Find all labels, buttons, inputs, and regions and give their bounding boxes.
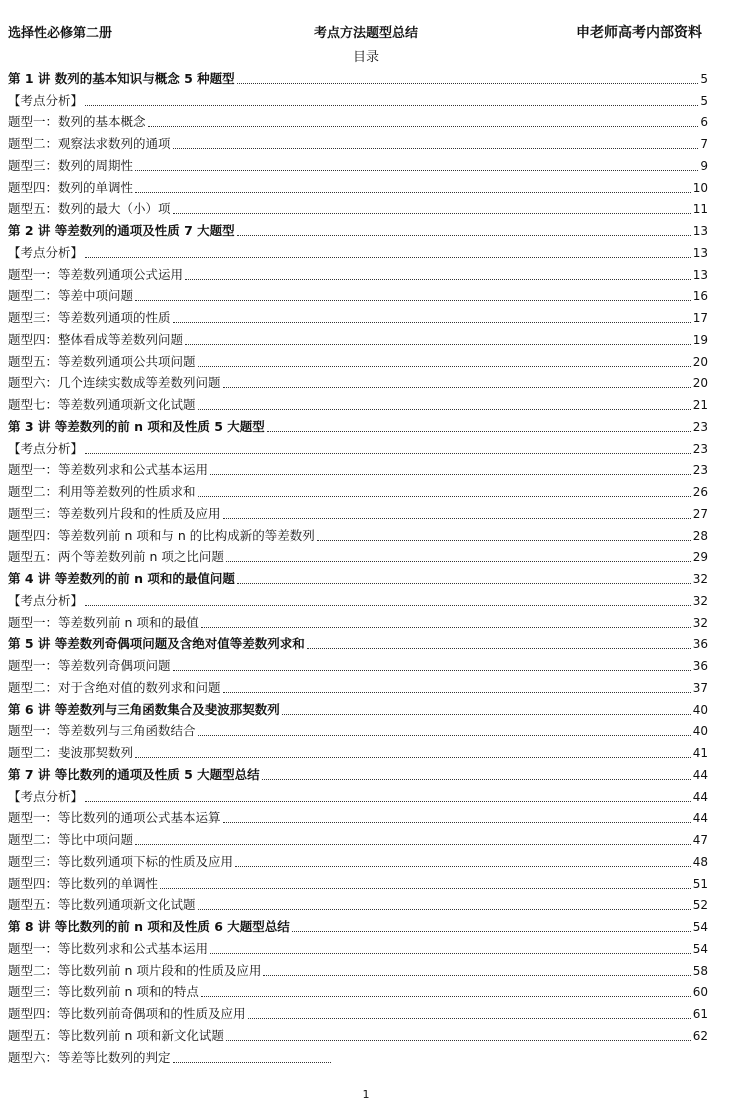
dot-leader — [185, 343, 691, 345]
toc-entry-title: 第 5 讲 等差数列奇偶项问题及含绝对值等差数列求和 — [8, 636, 305, 652]
toc-entry[interactable] — [8, 653, 708, 675]
dot-leader — [307, 647, 691, 649]
dot-leader — [210, 473, 691, 475]
toc-entry[interactable] — [8, 1023, 708, 1045]
toc-entry[interactable] — [8, 479, 708, 501]
toc-entry-title: 题型五：数列的最大（小）项 — [8, 201, 171, 217]
toc-entry-title: 题型二：对于含绝对值的数列求和问题 — [8, 679, 221, 695]
dot-leader — [135, 169, 698, 171]
dot-leader — [198, 365, 691, 367]
toc-entry-page: 52 — [692, 898, 708, 913]
dot-leader — [226, 560, 691, 562]
toc-entry[interactable] — [8, 327, 708, 349]
toc-entry-page: 16 — [692, 289, 708, 304]
toc-entry-page: 36 — [692, 637, 708, 652]
toc-entry-title: 题型五：等比数列通项新文化试题 — [8, 897, 196, 913]
header-doc-title: 考点方法题型总结 — [313, 26, 418, 41]
dot-leader — [201, 995, 691, 997]
dot-leader — [198, 408, 691, 410]
toc-entry-page: 44 — [692, 767, 708, 782]
toc-entry[interactable] — [8, 262, 708, 284]
dot-leader — [235, 865, 691, 867]
toc-entry-page: 47 — [692, 833, 708, 847]
dot-leader — [292, 930, 691, 932]
toc-entry[interactable] — [8, 523, 708, 545]
toc-entry[interactable] — [8, 871, 708, 893]
toc-entry[interactable] — [8, 806, 708, 828]
dot-leader — [173, 321, 691, 323]
toc-entry-page: 27 — [692, 506, 708, 521]
toc-entry-page: 20 — [692, 354, 708, 369]
toc-entry[interactable] — [8, 153, 708, 175]
dot-leader — [85, 256, 691, 258]
toc-entry-title: 题型七：等差数列通项新文化试题 — [8, 397, 196, 412]
toc-entry[interactable] — [8, 675, 708, 697]
dot-leader — [160, 887, 691, 889]
toc-entry-title: 第 7 讲 等比数列的通项及性质 5 大题型总结 — [8, 766, 260, 782]
toc-entry-page: 41 — [692, 746, 708, 760]
toc-entry[interactable] — [8, 110, 708, 132]
toc-entry-title: 题型三：等差数列通项的性质 — [8, 310, 171, 325]
toc-entry-title: 题型四：等比数列的单调性 — [8, 875, 159, 891]
toc-entry-page: 5 — [700, 93, 708, 108]
toc-entry-title: 题型一：等差数列与三角函数结合 — [8, 723, 196, 739]
toc-entry-page: 32 — [692, 572, 708, 586]
toc-entry[interactable] — [8, 392, 708, 414]
toc-entry-page: 13 — [692, 224, 708, 238]
toc-chapter-entry[interactable] — [8, 697, 708, 719]
toc-entry-title: 第 4 讲 等差数列的前 n 项和的最值问题 — [8, 571, 235, 586]
toc-entry-page: 29 — [692, 550, 708, 565]
dot-leader — [85, 800, 691, 802]
toc-entry-title: 题型二：斐波那契数列 — [8, 745, 134, 760]
toc-entry-page: 17 — [692, 311, 708, 325]
toc-entry-page: 61 — [692, 1007, 708, 1021]
toc-entry-title: 题型六：等差等比数列的判定 — [8, 1049, 171, 1065]
toc-entry[interactable] — [8, 436, 708, 458]
dot-leader — [135, 843, 691, 845]
dot-leader — [85, 604, 691, 606]
toc-entry-page: 44 — [692, 789, 708, 804]
toc-entry[interactable] — [8, 610, 708, 632]
toc-entry[interactable] — [8, 545, 708, 567]
toc-entry-title: 题型二：观察法求数列的通项 — [8, 136, 171, 151]
table-of-contents — [8, 66, 708, 1067]
dot-leader — [226, 1039, 691, 1041]
toc-chapter-entry[interactable] — [8, 566, 708, 588]
toc-entry-title: 【考点分析】 — [8, 440, 84, 456]
toc-entry-page: 26 — [692, 485, 708, 499]
dot-leader — [248, 1017, 691, 1019]
toc-entry-page: 10 — [692, 180, 708, 195]
toc-entry-title: 第 2 讲 等差数列的通项及性质 7 大题型 — [8, 223, 235, 238]
toc-entry-page: 23 — [692, 419, 708, 434]
toc-entry-title: 第 1 讲 数列的基本知识与概念 5 种题型 — [8, 70, 235, 86]
toc-entry-page: 40 — [692, 724, 708, 739]
dot-leader — [198, 734, 691, 736]
toc-entry-title: 题型二：等比中项问题 — [8, 832, 134, 847]
dot-leader — [198, 908, 691, 910]
toc-entry-page: 6 — [700, 115, 708, 130]
toc-entry-page: 32 — [692, 593, 708, 608]
toc-entry-page: 7 — [700, 137, 708, 151]
header-book-title: 选择性必修第二册 — [8, 26, 113, 41]
toc-entry-page: 5 — [700, 71, 708, 86]
toc-entry[interactable] — [8, 88, 708, 110]
toc-entry-page: 60 — [692, 985, 708, 1000]
toc-entry[interactable] — [8, 893, 708, 915]
toc-entry-page: 23 — [692, 441, 708, 456]
toc-entry-title: 题型五：等差数列通项公共项问题 — [8, 353, 196, 369]
toc-entry-page: 51 — [692, 876, 708, 891]
page-number: 1 — [362, 1088, 370, 1101]
toc-entry-title: 题型二：等差中项问题 — [8, 288, 134, 304]
toc-entry-page: 20 — [692, 376, 708, 391]
toc-entry[interactable] — [8, 719, 708, 741]
dot-leader — [198, 495, 691, 497]
toc-entry-title: 题型四：整体看成等差数列问题 — [8, 331, 184, 347]
toc-entry-page: 13 — [692, 267, 708, 282]
dot-leader — [317, 539, 691, 541]
toc-entry-title: 题型一：数列的基本概念 — [8, 114, 146, 130]
toc-entry[interactable] — [8, 501, 708, 523]
dot-leader — [148, 125, 699, 127]
toc-entry-title: 题型二：利用等差数列的性质求和 — [8, 484, 196, 499]
toc-entry[interactable] — [8, 784, 708, 806]
toc-chapter-entry[interactable] — [8, 632, 708, 654]
dot-leader — [210, 952, 691, 954]
toc-entry-title: 【考点分析】 — [8, 244, 84, 260]
toc-entry-title: 题型一：等差数列求和公式基本运用 — [8, 462, 209, 478]
dot-leader — [262, 778, 691, 780]
toc-chapter-entry[interactable] — [8, 218, 708, 240]
dot-leader — [237, 582, 691, 584]
toc-entry-title: 题型五：两个等差数列前 n 项之比问题 — [8, 549, 224, 565]
toc-entry-title: 题型二：等比数列前 n 项片段和的性质及应用 — [8, 962, 262, 978]
toc-entry-title: 第 6 讲 等差数列与三角函数集合及斐波那契数列 — [8, 701, 280, 717]
toc-entry[interactable] — [8, 458, 708, 480]
toc-entry[interactable] — [8, 588, 708, 610]
dot-leader — [223, 691, 691, 693]
toc-entry[interactable] — [8, 349, 708, 371]
toc-entry-page: 54 — [692, 920, 708, 934]
toc-chapter-entry[interactable] — [8, 66, 708, 88]
toc-entry[interactable] — [8, 827, 708, 849]
toc-entry[interactable] — [8, 980, 708, 1002]
dot-leader — [223, 386, 691, 388]
dot-leader — [173, 212, 691, 214]
header-source: 申老师高考内部资料 — [576, 25, 702, 41]
toc-entry-title: 题型四：数列的单调性 — [8, 179, 134, 195]
toc-entry-title: 题型四：等差数列前 n 项和与 n 的比构成新的等差数列 — [8, 527, 315, 543]
toc-entry-title: 第 3 讲 等差数列的前 n 项和及性质 5 大题型 — [8, 418, 265, 434]
toc-entry[interactable] — [8, 240, 708, 262]
toc-entry-page: 54 — [692, 941, 708, 956]
dot-leader — [223, 517, 691, 519]
toc-entry-page: 28 — [692, 528, 708, 543]
dot-leader — [173, 147, 699, 149]
dot-leader — [237, 82, 699, 84]
toc-entry-title: 题型一：等比数列的通项公式基本运算 — [8, 810, 221, 826]
toc-entry-title: 题型四：等比数列前奇偶项和的性质及应用 — [8, 1006, 246, 1021]
toc-entry-title: 题型一：等比数列求和公式基本运用 — [8, 940, 209, 956]
toc-entry[interactable] — [8, 936, 708, 958]
dot-leader — [223, 821, 691, 823]
toc-entry-page: 58 — [692, 963, 708, 978]
dot-leader — [267, 430, 691, 432]
toc-entry-title: 题型三：等差数列片段和的性质及应用 — [8, 505, 221, 521]
toc-entry[interactable] — [8, 131, 708, 153]
toc-entry[interactable] — [8, 371, 708, 393]
page-header — [0, 0, 732, 44]
toc-entry-title: 题型五：等比数列前 n 项和新文化试题 — [8, 1027, 224, 1043]
toc-entry-page: 62 — [692, 1028, 708, 1043]
toc-entry[interactable] — [8, 305, 708, 327]
toc-entry[interactable] — [8, 958, 708, 980]
toc-entry-title: 题型三：等比数列通项下标的性质及应用 — [8, 853, 234, 869]
toc-entry-title: 题型一：等差数列前 n 项和的最值 — [8, 614, 199, 630]
toc-entry-page: 19 — [692, 332, 708, 347]
toc-entry-page: 11 — [692, 202, 708, 217]
toc-chapter-entry[interactable] — [8, 414, 708, 436]
toc-entry-title: 【考点分析】 — [8, 788, 84, 804]
dot-leader — [201, 626, 691, 628]
toc-entry-page: 37 — [692, 680, 708, 695]
toc-entry-page: 36 — [692, 659, 708, 673]
dot-leader — [85, 452, 691, 454]
toc-entry-title: 题型六：几个连续实数成等差数列问题 — [8, 375, 221, 391]
dot-leader — [135, 299, 691, 301]
dot-leader — [135, 191, 691, 193]
toc-entry-title: 题型一：等差数列通项公式运用 — [8, 266, 184, 282]
toc-entry[interactable] — [8, 740, 708, 762]
dot-leader — [185, 278, 691, 280]
toc-entry[interactable] — [8, 1045, 708, 1067]
toc-entry[interactable] — [8, 1001, 708, 1023]
toc-entry-page: 9 — [700, 158, 708, 173]
toc-entry-title: 题型三：等比数列前 n 项和的特点 — [8, 984, 199, 1000]
toc-entry-page: 48 — [692, 854, 708, 869]
toc-chapter-entry[interactable] — [8, 914, 708, 936]
toc-entry-title: 【考点分析】 — [8, 92, 84, 108]
dot-leader — [173, 669, 691, 671]
toc-entry-page: 21 — [692, 398, 708, 412]
toc-entry[interactable] — [8, 849, 708, 871]
toc-entry-page: 44 — [692, 811, 708, 826]
toc-entry-title: 【考点分析】 — [8, 592, 84, 608]
toc-heading: 目录 — [352, 50, 379, 65]
toc-entry-page: 40 — [692, 702, 708, 717]
toc-entry-page: 13 — [692, 245, 708, 260]
dot-leader — [173, 1061, 331, 1063]
dot-leader — [135, 756, 691, 758]
toc-chapter-entry[interactable] — [8, 762, 708, 784]
toc-entry[interactable] — [8, 175, 708, 197]
toc-entry[interactable] — [8, 284, 708, 306]
toc-entry-title: 题型一：等差数列奇偶项问题 — [8, 658, 171, 673]
dot-leader — [85, 104, 698, 106]
toc-entry-title: 第 8 讲 等比数列的前 n 项和及性质 6 大题型总结 — [8, 919, 290, 934]
toc-entry-page: 32 — [692, 615, 708, 630]
toc-entry-page: 23 — [692, 463, 708, 478]
dot-leader — [263, 974, 690, 976]
toc-entry[interactable] — [8, 197, 708, 219]
toc-entry-title: 题型三：数列的周期性 — [8, 157, 134, 173]
dot-leader — [237, 234, 691, 236]
dot-leader — [282, 713, 691, 715]
